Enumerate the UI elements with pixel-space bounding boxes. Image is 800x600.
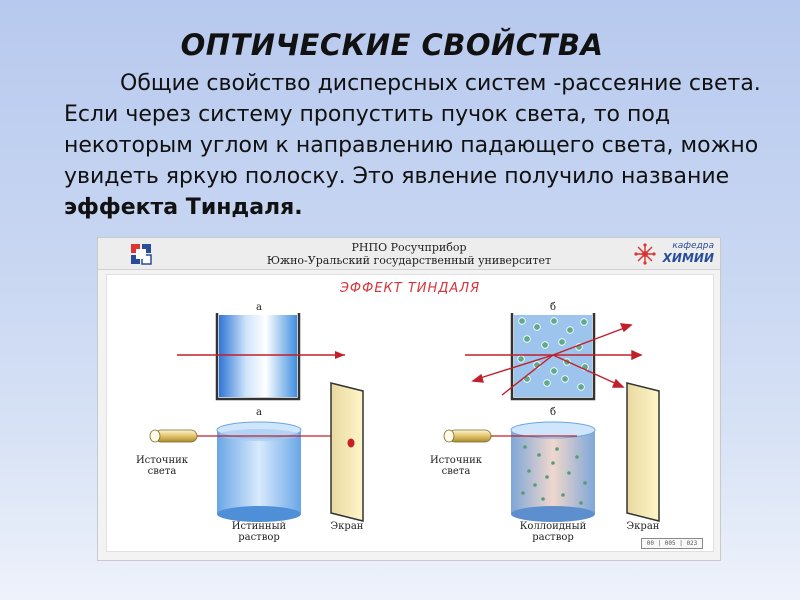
screen-left [331,383,363,521]
light-source-right [444,430,491,442]
diagram-panel [106,274,714,552]
light-source-left [150,430,197,442]
cylinder-colloid [511,422,595,522]
cylinder-true-solution [217,422,301,522]
label-b-top: б [549,302,557,313]
label-a-bottom: а [256,407,262,418]
diagram-title: ЭФФЕКТ ТИНДАЛЯ [339,281,481,296]
logo-caption-small: кафедра [672,241,714,251]
source-label-left: Источник света [135,455,189,477]
tyndall-figure [97,237,721,561]
beaker-colloid [512,313,594,399]
paragraph-text: Общие свойство дисперсных систем -рассеяние света. Если через систему пропустить пучок света, то под некоторым углом к направлению падающего света, можно увидеть яркую полоску. Это явление получило название [64,71,761,189]
paragraph-bold-term: эффекта Тиндаля. [64,195,303,220]
beaker-true-solution [217,313,299,399]
screen-label-left: Экран [330,521,364,532]
figure-header [98,238,720,270]
tyndall-diagram [107,275,713,551]
slide-paragraph [64,68,764,223]
slide-title: ОПТИЧЕСКИЕ СВОЙСТВА [180,28,604,62]
source-label-right: Источник света [429,455,483,477]
logo-caption-large: ХИМИИ [662,251,714,265]
label-b-bottom: б [549,407,557,418]
screen-label-right: Экран [626,521,660,532]
colloid-label: Коллоидный раствор [519,521,587,543]
figure-header-line2: Южно-Уральский государственный университет [266,254,552,267]
label-a-top: а [256,302,262,313]
chemistry-dept-logo-icon [634,243,656,265]
page-counter: 00 | 005 | 023 [641,538,703,549]
figure-header-line1: РНПО Росучприбор [351,241,467,254]
true-solution-label: Истинный раствор [231,521,287,543]
screen-right [627,383,659,521]
